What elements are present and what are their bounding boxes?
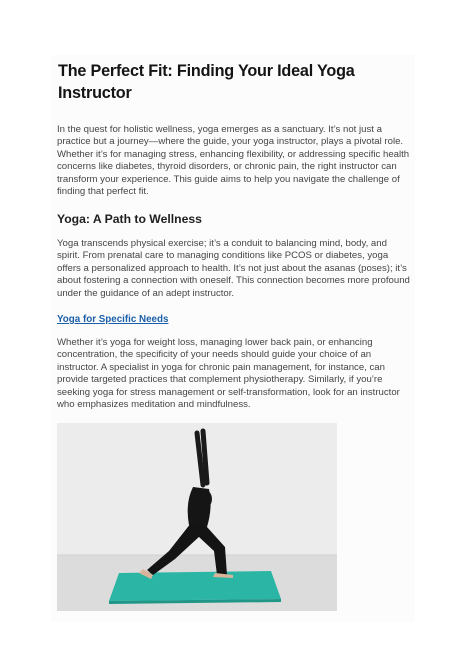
yoga-pose-photo [57, 423, 337, 611]
wellness-paragraph: Yoga transcends physical exercise; it’s a conduit to balancing mind, body, and spirit. From prenatal care to managing conditions like PCOS or diabetes, yoga offers a personalized approach to health. It’s not just about the asanas (poses); it’s about fostering a connection with oneself. This connection becomes more profound under the guidance of an adept instructor. [57, 238, 410, 299]
specific-needs-paragraph: Whether it’s yoga for weight loss, managing lower back pain, or enhancing concentration, the specificity of your needs should guide your choice of an instructor. A specialist in yoga for chronic pain management, for instance, can provide targeted practices that complement physiotherapy. Similarly, if you’re seeking yoga for stress management or self-transformation, look for an instructor who emphasizes meditation and mindfulness. [57, 337, 400, 411]
warrior-pose-illustration [57, 423, 337, 611]
section-heading-wellness: Yoga: A Path to Wellness [57, 212, 202, 226]
figure-torso [188, 487, 211, 527]
section-link-specific-needs[interactable]: Yoga for Specific Needs [57, 314, 169, 325]
intro-paragraph: In the quest for holistic wellness, yoga emerges as a sanctuary. It’s not just a practice but a journey—where the guide, your yoga instructor, plays a pivotal role. Whether it’s for managing stress, enhancing flexibility, or addressing specific health concerns like diabetes, thyroid disorders, or chronic pain, the right instructor can transform your experience. This guide aims to help you navigate the challenge of finding that perfect fit. [57, 124, 410, 198]
yoga-mat [109, 571, 281, 601]
page-title: The Perfect Fit: Finding Your Ideal Yoga Instructor [58, 62, 355, 102]
